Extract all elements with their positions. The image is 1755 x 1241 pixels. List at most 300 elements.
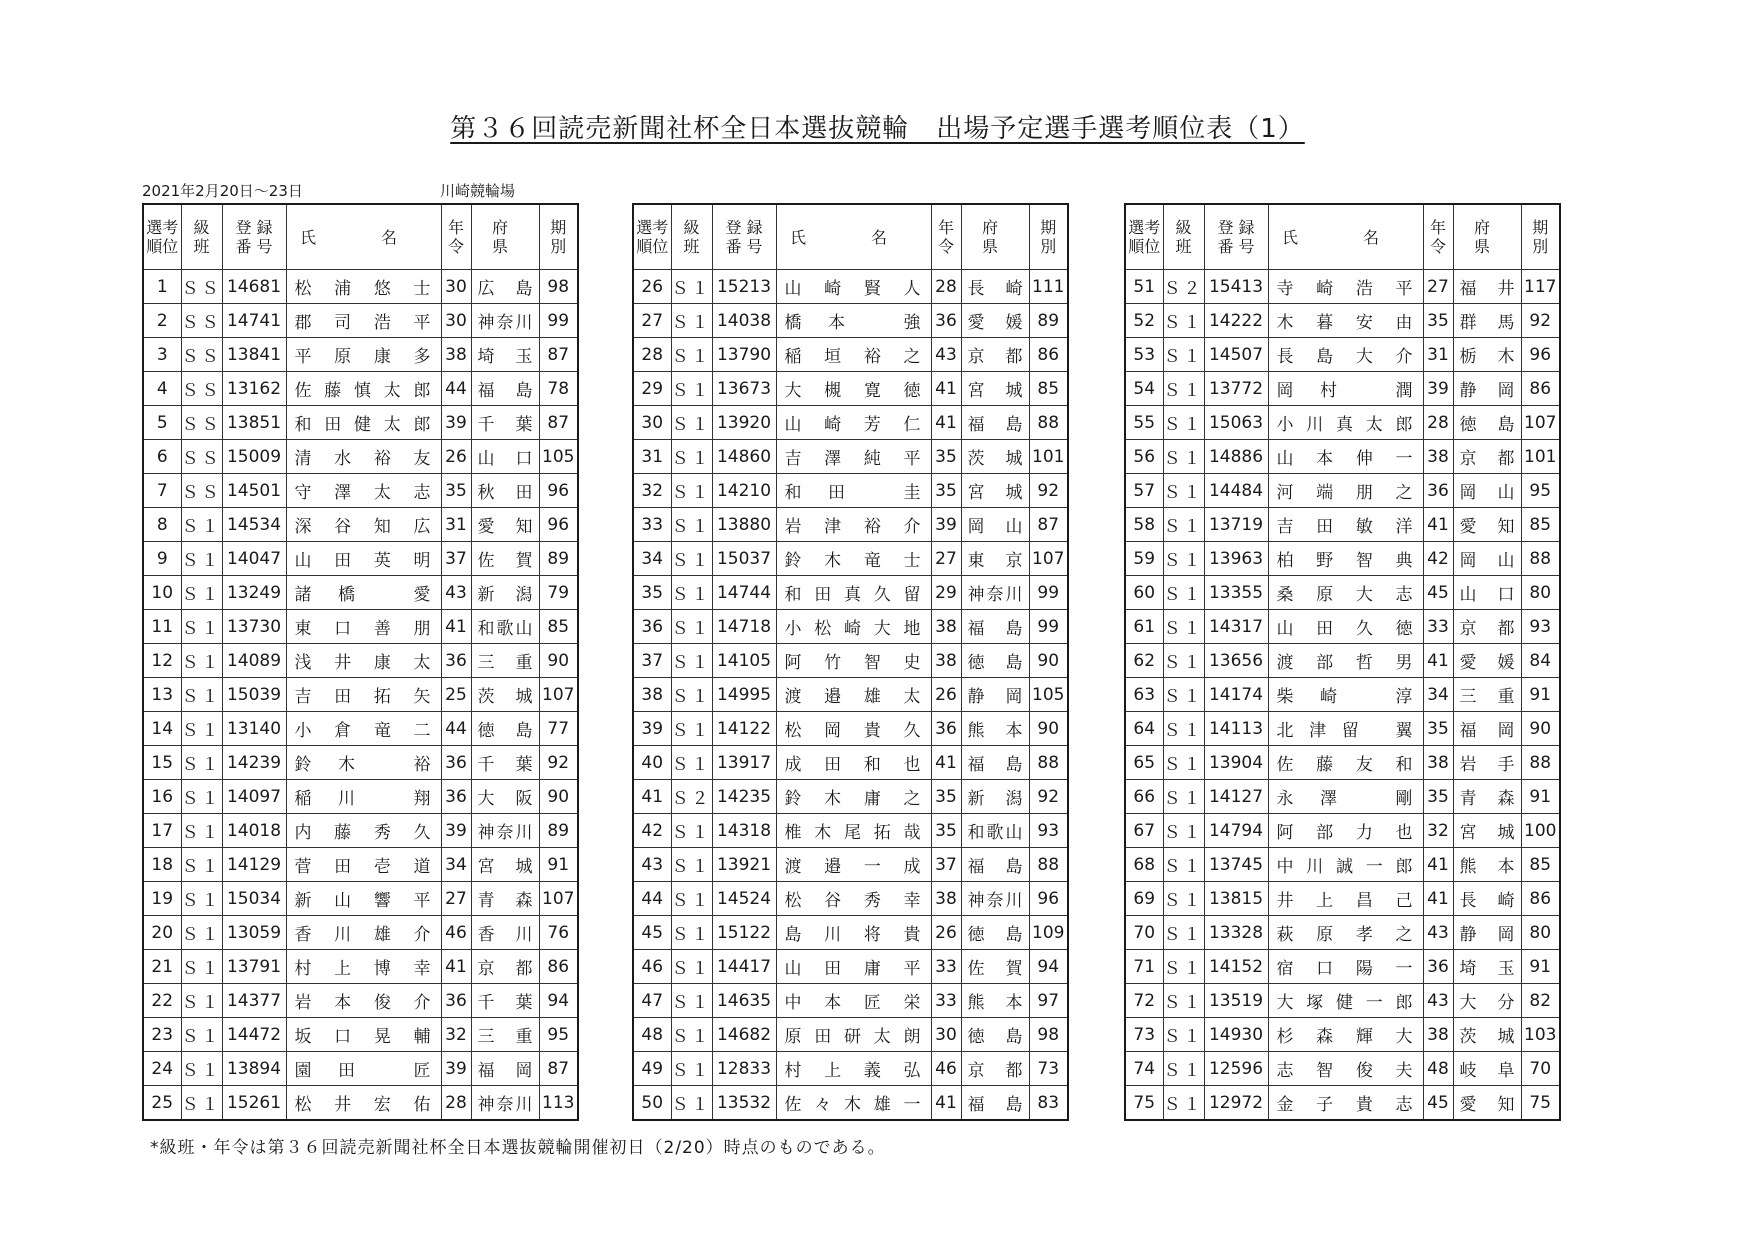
cell-name: 杉森輝大 [1268, 1018, 1423, 1052]
ranking-table-2 [632, 203, 1069, 1121]
table-row [633, 440, 1068, 474]
cell-age: 27 [1423, 270, 1453, 304]
cell-term: 111 [1029, 270, 1068, 304]
cell-term: 107 [1029, 542, 1068, 576]
cell-name: 金子貴志 [1268, 1086, 1423, 1121]
cell-class: Ｓ１ [671, 542, 712, 576]
cell-reg-number: 14018 [222, 814, 286, 848]
cell-term: 75 [1521, 1086, 1560, 1121]
cell-prefecture: 愛知 [471, 508, 539, 542]
cell-reg-number: 14105 [712, 644, 776, 678]
cell-prefecture: 茨城 [961, 440, 1029, 474]
cell-age: 25 [441, 678, 471, 712]
cell-prefecture: 新潟 [961, 780, 1029, 814]
cell-age: 39 [441, 406, 471, 440]
cell-name: 島川将貴 [776, 916, 931, 950]
cell-rank: 16 [143, 780, 181, 814]
cell-name: 東口善朋 [286, 610, 441, 644]
cell-name: 岩本俊介 [286, 984, 441, 1018]
cell-reg-number: 14239 [222, 746, 286, 780]
cell-prefecture: 神奈川 [471, 814, 539, 848]
cell-term: 87 [539, 1052, 578, 1086]
cell-term: 94 [1029, 950, 1068, 984]
table-row [633, 916, 1068, 950]
cell-rank: 34 [633, 542, 671, 576]
cell-reg-number: 13851 [222, 406, 286, 440]
table-row [1125, 270, 1560, 304]
cell-class: Ｓ１ [181, 950, 222, 984]
cell-term: 86 [539, 950, 578, 984]
cell-term: 87 [1029, 508, 1068, 542]
cell-reg-number: 13673 [712, 372, 776, 406]
cell-term: 86 [1521, 372, 1560, 406]
cell-name: 小松崎大地 [776, 610, 931, 644]
cell-reg-number: 13519 [1204, 984, 1268, 1018]
cell-age: 41 [1423, 644, 1453, 678]
cell-name: 松谷秀幸 [776, 882, 931, 916]
cell-reg-number: 13790 [712, 338, 776, 372]
cell-rank: 73 [1125, 1018, 1163, 1052]
cell-term: 85 [1521, 848, 1560, 882]
cell-prefecture: 愛知 [1453, 508, 1521, 542]
cell-name: 平原康多 [286, 338, 441, 372]
cell-name: 寺崎浩平 [1268, 270, 1423, 304]
cell-prefecture: 福島 [961, 1086, 1029, 1121]
cell-name: 浅井康太 [286, 644, 441, 678]
cell-reg-number: 13880 [712, 508, 776, 542]
cell-prefecture: 福島 [471, 372, 539, 406]
cell-name: 桑原大志 [1268, 576, 1423, 610]
table-row [633, 474, 1068, 508]
cell-reg-number: 15039 [222, 678, 286, 712]
cell-rank: 8 [143, 508, 181, 542]
header-rank: 選考 順位 [633, 204, 671, 270]
table-row [143, 916, 578, 950]
cell-term: 88 [1029, 406, 1068, 440]
cell-term: 82 [1521, 984, 1560, 1018]
cell-rank: 15 [143, 746, 181, 780]
cell-term: 94 [539, 984, 578, 1018]
cell-class: Ｓ１ [1163, 576, 1204, 610]
cell-class: Ｓ１ [1163, 984, 1204, 1018]
cell-name: 原田研太朗 [776, 1018, 931, 1052]
cell-class: Ｓ１ [1163, 338, 1204, 372]
cell-rank: 20 [143, 916, 181, 950]
cell-prefecture: 福岡 [471, 1052, 539, 1086]
cell-rank: 71 [1125, 950, 1163, 984]
cell-term: 88 [1521, 542, 1560, 576]
cell-age: 36 [931, 712, 961, 746]
table-row [143, 814, 578, 848]
cell-prefecture: 愛媛 [961, 304, 1029, 338]
cell-class: Ｓ１ [1163, 678, 1204, 712]
cell-class: Ｓ１ [181, 882, 222, 916]
cell-class: Ｓ１ [671, 950, 712, 984]
cell-class: Ｓ１ [1163, 406, 1204, 440]
cell-class: Ｓ１ [181, 610, 222, 644]
cell-class: Ｓ１ [1163, 780, 1204, 814]
cell-reg-number: 15034 [222, 882, 286, 916]
cell-rank: 6 [143, 440, 181, 474]
cell-reg-number: 13904 [1204, 746, 1268, 780]
cell-prefecture: 福井 [1453, 270, 1521, 304]
cell-age: 38 [931, 644, 961, 678]
cell-prefecture: 茨城 [471, 678, 539, 712]
cell-reg-number: 14886 [1204, 440, 1268, 474]
table-row [1125, 1086, 1560, 1121]
cell-prefecture: 宮城 [471, 848, 539, 882]
cell-reg-number: 14318 [712, 814, 776, 848]
cell-rank: 7 [143, 474, 181, 508]
cell-rank: 72 [1125, 984, 1163, 1018]
cell-class: Ｓ１ [181, 678, 222, 712]
cell-prefecture: 神奈川 [961, 882, 1029, 916]
cell-prefecture: 三重 [471, 644, 539, 678]
cell-rank: 4 [143, 372, 181, 406]
cell-name: 柏野智典 [1268, 542, 1423, 576]
cell-name: 萩原孝之 [1268, 916, 1423, 950]
cell-reg-number: 13140 [222, 712, 286, 746]
cell-class: Ｓ１ [181, 984, 222, 1018]
cell-reg-number: 14794 [1204, 814, 1268, 848]
cell-term: 87 [539, 406, 578, 440]
cell-name: 諸橋 愛 [286, 576, 441, 610]
cell-age: 27 [441, 882, 471, 916]
cell-term: 86 [1521, 882, 1560, 916]
cell-term: 113 [539, 1086, 578, 1121]
cell-class: ＳＳ [181, 338, 222, 372]
cell-age: 48 [1423, 1052, 1453, 1086]
cell-term: 76 [539, 916, 578, 950]
event-venue: 川崎競輪場 [440, 182, 516, 200]
cell-name: 椎木尾拓哉 [776, 814, 931, 848]
cell-term: 105 [539, 440, 578, 474]
cell-reg-number: 14317 [1204, 610, 1268, 644]
cell-name: 村上博幸 [286, 950, 441, 984]
cell-term: 92 [1521, 304, 1560, 338]
cell-reg-number: 14744 [712, 576, 776, 610]
cell-prefecture: 徳島 [961, 916, 1029, 950]
cell-term: 96 [1521, 338, 1560, 372]
cell-class: Ｓ１ [1163, 372, 1204, 406]
cell-term: 79 [539, 576, 578, 610]
cell-term: 88 [1521, 746, 1560, 780]
header-name: 氏 名 [286, 204, 441, 270]
table-row [633, 338, 1068, 372]
cell-prefecture: 群馬 [1453, 304, 1521, 338]
table-row [143, 474, 578, 508]
cell-class: Ｓ２ [671, 780, 712, 814]
cell-rank: 3 [143, 338, 181, 372]
cell-class: Ｓ１ [1163, 746, 1204, 780]
cell-rank: 65 [1125, 746, 1163, 780]
table-row [633, 542, 1068, 576]
cell-age: 44 [441, 372, 471, 406]
table-row [633, 882, 1068, 916]
cell-age: 35 [1423, 712, 1453, 746]
cell-reg-number: 14097 [222, 780, 286, 814]
cell-age: 39 [441, 814, 471, 848]
cell-prefecture: 千葉 [471, 746, 539, 780]
cell-age: 26 [441, 440, 471, 474]
cell-prefecture: 福島 [961, 848, 1029, 882]
cell-reg-number: 14534 [222, 508, 286, 542]
cell-reg-number: 13917 [712, 746, 776, 780]
cell-rank: 75 [1125, 1086, 1163, 1121]
header-term: 期 別 [1521, 204, 1560, 270]
table-row [633, 984, 1068, 1018]
cell-age: 36 [441, 780, 471, 814]
cell-name: 木暮安由 [1268, 304, 1423, 338]
header-reg-number: 登 録 番 号 [1204, 204, 1268, 270]
table-row [1125, 1052, 1560, 1086]
cell-age: 46 [931, 1052, 961, 1086]
table-row [1125, 576, 1560, 610]
cell-name: 園田 匠 [286, 1052, 441, 1086]
table-row [1125, 984, 1560, 1018]
cell-rank: 31 [633, 440, 671, 474]
table-row [143, 610, 578, 644]
cell-name: 山崎芳仁 [776, 406, 931, 440]
table-row [1125, 814, 1560, 848]
cell-class: Ｓ１ [671, 678, 712, 712]
cell-age: 44 [441, 712, 471, 746]
cell-name: 大塚健一郎 [1268, 984, 1423, 1018]
table-row [633, 576, 1068, 610]
cell-rank: 24 [143, 1052, 181, 1086]
cell-class: ＳＳ [181, 372, 222, 406]
cell-age: 26 [931, 678, 961, 712]
cell-class: Ｓ１ [671, 814, 712, 848]
cell-rank: 25 [143, 1086, 181, 1121]
cell-class: Ｓ１ [1163, 542, 1204, 576]
cell-age: 41 [931, 372, 961, 406]
cell-age: 37 [931, 848, 961, 882]
table-row [633, 1052, 1068, 1086]
cell-class: Ｓ１ [1163, 712, 1204, 746]
cell-term: 96 [539, 474, 578, 508]
table-row [143, 542, 578, 576]
cell-age: 34 [441, 848, 471, 882]
cell-class: Ｓ１ [1163, 644, 1204, 678]
table-row [143, 644, 578, 678]
cell-age: 42 [1423, 542, 1453, 576]
cell-rank: 47 [633, 984, 671, 1018]
cell-prefecture: 岐阜 [1453, 1052, 1521, 1086]
header-age: 年 令 [931, 204, 961, 270]
cell-class: Ｓ２ [1163, 270, 1204, 304]
header-row [143, 204, 578, 270]
cell-name: 橋本 強 [776, 304, 931, 338]
cell-reg-number: 13841 [222, 338, 286, 372]
header-rank: 選考 順位 [143, 204, 181, 270]
cell-reg-number: 13791 [222, 950, 286, 984]
cell-rank: 42 [633, 814, 671, 848]
cell-prefecture: 京都 [1453, 610, 1521, 644]
cell-prefecture: 大分 [1453, 984, 1521, 1018]
cell-term: 73 [1029, 1052, 1068, 1086]
cell-reg-number: 14127 [1204, 780, 1268, 814]
cell-name: 小川真太郎 [1268, 406, 1423, 440]
cell-rank: 27 [633, 304, 671, 338]
cell-rank: 17 [143, 814, 181, 848]
cell-reg-number: 14174 [1204, 678, 1268, 712]
cell-age: 41 [1423, 882, 1453, 916]
cell-prefecture: 広島 [471, 270, 539, 304]
cell-age: 38 [931, 610, 961, 644]
cell-reg-number: 14038 [712, 304, 776, 338]
table-row [143, 1018, 578, 1052]
cell-prefecture: 茨城 [1453, 1018, 1521, 1052]
cell-reg-number: 14377 [222, 984, 286, 1018]
cell-term: 89 [539, 814, 578, 848]
cell-class: Ｓ１ [1163, 508, 1204, 542]
cell-prefecture: 青森 [471, 882, 539, 916]
cell-prefecture: 京都 [1453, 440, 1521, 474]
cell-name: 和田真久留 [776, 576, 931, 610]
cell-class: Ｓ１ [181, 1018, 222, 1052]
cell-age: 43 [931, 338, 961, 372]
cell-term: 89 [1029, 304, 1068, 338]
cell-name: 鈴木竜士 [776, 542, 931, 576]
cell-rank: 30 [633, 406, 671, 440]
table-row [1125, 1018, 1560, 1052]
cell-term: 70 [1521, 1052, 1560, 1086]
cell-term: 88 [1029, 848, 1068, 882]
cell-reg-number: 15413 [1204, 270, 1268, 304]
cell-prefecture: 静岡 [1453, 372, 1521, 406]
cell-prefecture: 埼玉 [471, 338, 539, 372]
cell-rank: 37 [633, 644, 671, 678]
table-row [1125, 950, 1560, 984]
cell-rank: 64 [1125, 712, 1163, 746]
cell-name: 佐々木雄一 [776, 1086, 931, 1121]
table-row [633, 508, 1068, 542]
table-row [143, 882, 578, 916]
cell-class: Ｓ１ [671, 712, 712, 746]
cell-reg-number: 14129 [222, 848, 286, 882]
table-row [143, 712, 578, 746]
cell-class: Ｓ１ [671, 440, 712, 474]
cell-class: Ｓ１ [181, 848, 222, 882]
table-row [1125, 440, 1560, 474]
header-row [633, 204, 1068, 270]
cell-reg-number: 13963 [1204, 542, 1268, 576]
cell-age: 35 [441, 474, 471, 508]
header-term: 期 別 [1029, 204, 1068, 270]
cell-prefecture: 埼玉 [1453, 950, 1521, 984]
cell-name: 山田庸平 [776, 950, 931, 984]
cell-term: 97 [1029, 984, 1068, 1018]
cell-class: Ｓ１ [1163, 1052, 1204, 1086]
cell-prefecture: 静岡 [961, 678, 1029, 712]
cell-name: 井上昌己 [1268, 882, 1423, 916]
cell-reg-number: 15261 [222, 1086, 286, 1121]
cell-prefecture: 香川 [471, 916, 539, 950]
cell-reg-number: 13328 [1204, 916, 1268, 950]
table-row [1125, 610, 1560, 644]
cell-rank: 59 [1125, 542, 1163, 576]
cell-prefecture: 宮城 [961, 372, 1029, 406]
footnote: *級班・年令は第３６回読売新聞社杯全日本選抜競輪開催初日（2/20）時点のものである。 [150, 1138, 886, 1158]
cell-age: 38 [1423, 440, 1453, 474]
cell-rank: 9 [143, 542, 181, 576]
cell-name: 渡邉一成 [776, 848, 931, 882]
cell-rank: 58 [1125, 508, 1163, 542]
cell-age: 36 [1423, 474, 1453, 508]
cell-class: Ｓ１ [671, 372, 712, 406]
cell-term: 77 [539, 712, 578, 746]
cell-age: 41 [931, 1086, 961, 1121]
table-row [143, 304, 578, 338]
cell-rank: 29 [633, 372, 671, 406]
cell-rank: 14 [143, 712, 181, 746]
cell-rank: 54 [1125, 372, 1163, 406]
ranking-table-3 [1124, 203, 1561, 1121]
cell-class: Ｓ１ [671, 474, 712, 508]
cell-term: 98 [539, 270, 578, 304]
cell-prefecture: 宮城 [1453, 814, 1521, 848]
cell-name: 宿口陽一 [1268, 950, 1423, 984]
cell-term: 91 [1521, 950, 1560, 984]
event-date: 2021年2月20日～23日 [142, 182, 303, 200]
cell-rank: 33 [633, 508, 671, 542]
cell-prefecture: 京都 [961, 1052, 1029, 1086]
cell-age: 41 [931, 406, 961, 440]
cell-reg-number: 14484 [1204, 474, 1268, 508]
cell-name: 永澤 剛 [1268, 780, 1423, 814]
cell-name: 和田健太郎 [286, 406, 441, 440]
cell-term: 85 [1029, 372, 1068, 406]
cell-reg-number: 14113 [1204, 712, 1268, 746]
cell-term: 85 [1521, 508, 1560, 542]
cell-name: 鈴木 裕 [286, 746, 441, 780]
cell-reg-number: 15063 [1204, 406, 1268, 440]
cell-term: 91 [1521, 678, 1560, 712]
cell-reg-number: 13059 [222, 916, 286, 950]
cell-term: 90 [539, 644, 578, 678]
page-title [0, 108, 1755, 145]
ranking-table-1 [142, 203, 579, 1121]
cell-age: 33 [1423, 610, 1453, 644]
cell-age: 29 [931, 576, 961, 610]
cell-class: Ｓ１ [671, 610, 712, 644]
cell-term: 95 [1521, 474, 1560, 508]
cell-age: 36 [931, 304, 961, 338]
cell-rank: 67 [1125, 814, 1163, 848]
cell-age: 36 [1423, 950, 1453, 984]
cell-class: Ｓ１ [1163, 916, 1204, 950]
cell-age: 30 [931, 1018, 961, 1052]
table-row [633, 270, 1068, 304]
cell-prefecture: 三重 [1453, 678, 1521, 712]
cell-prefecture: 岡山 [1453, 474, 1521, 508]
cell-rank: 45 [633, 916, 671, 950]
cell-rank: 62 [1125, 644, 1163, 678]
table-row [143, 508, 578, 542]
cell-prefecture: 熊本 [961, 984, 1029, 1018]
cell-prefecture: 京都 [471, 950, 539, 984]
cell-rank: 12 [143, 644, 181, 678]
cell-age: 31 [1423, 338, 1453, 372]
cell-term: 84 [1521, 644, 1560, 678]
cell-name: 渡部哲男 [1268, 644, 1423, 678]
table-row [633, 1018, 1068, 1052]
cell-term: 91 [1521, 780, 1560, 814]
cell-age: 36 [441, 746, 471, 780]
cell-term: 90 [1521, 712, 1560, 746]
table-row [633, 304, 1068, 338]
